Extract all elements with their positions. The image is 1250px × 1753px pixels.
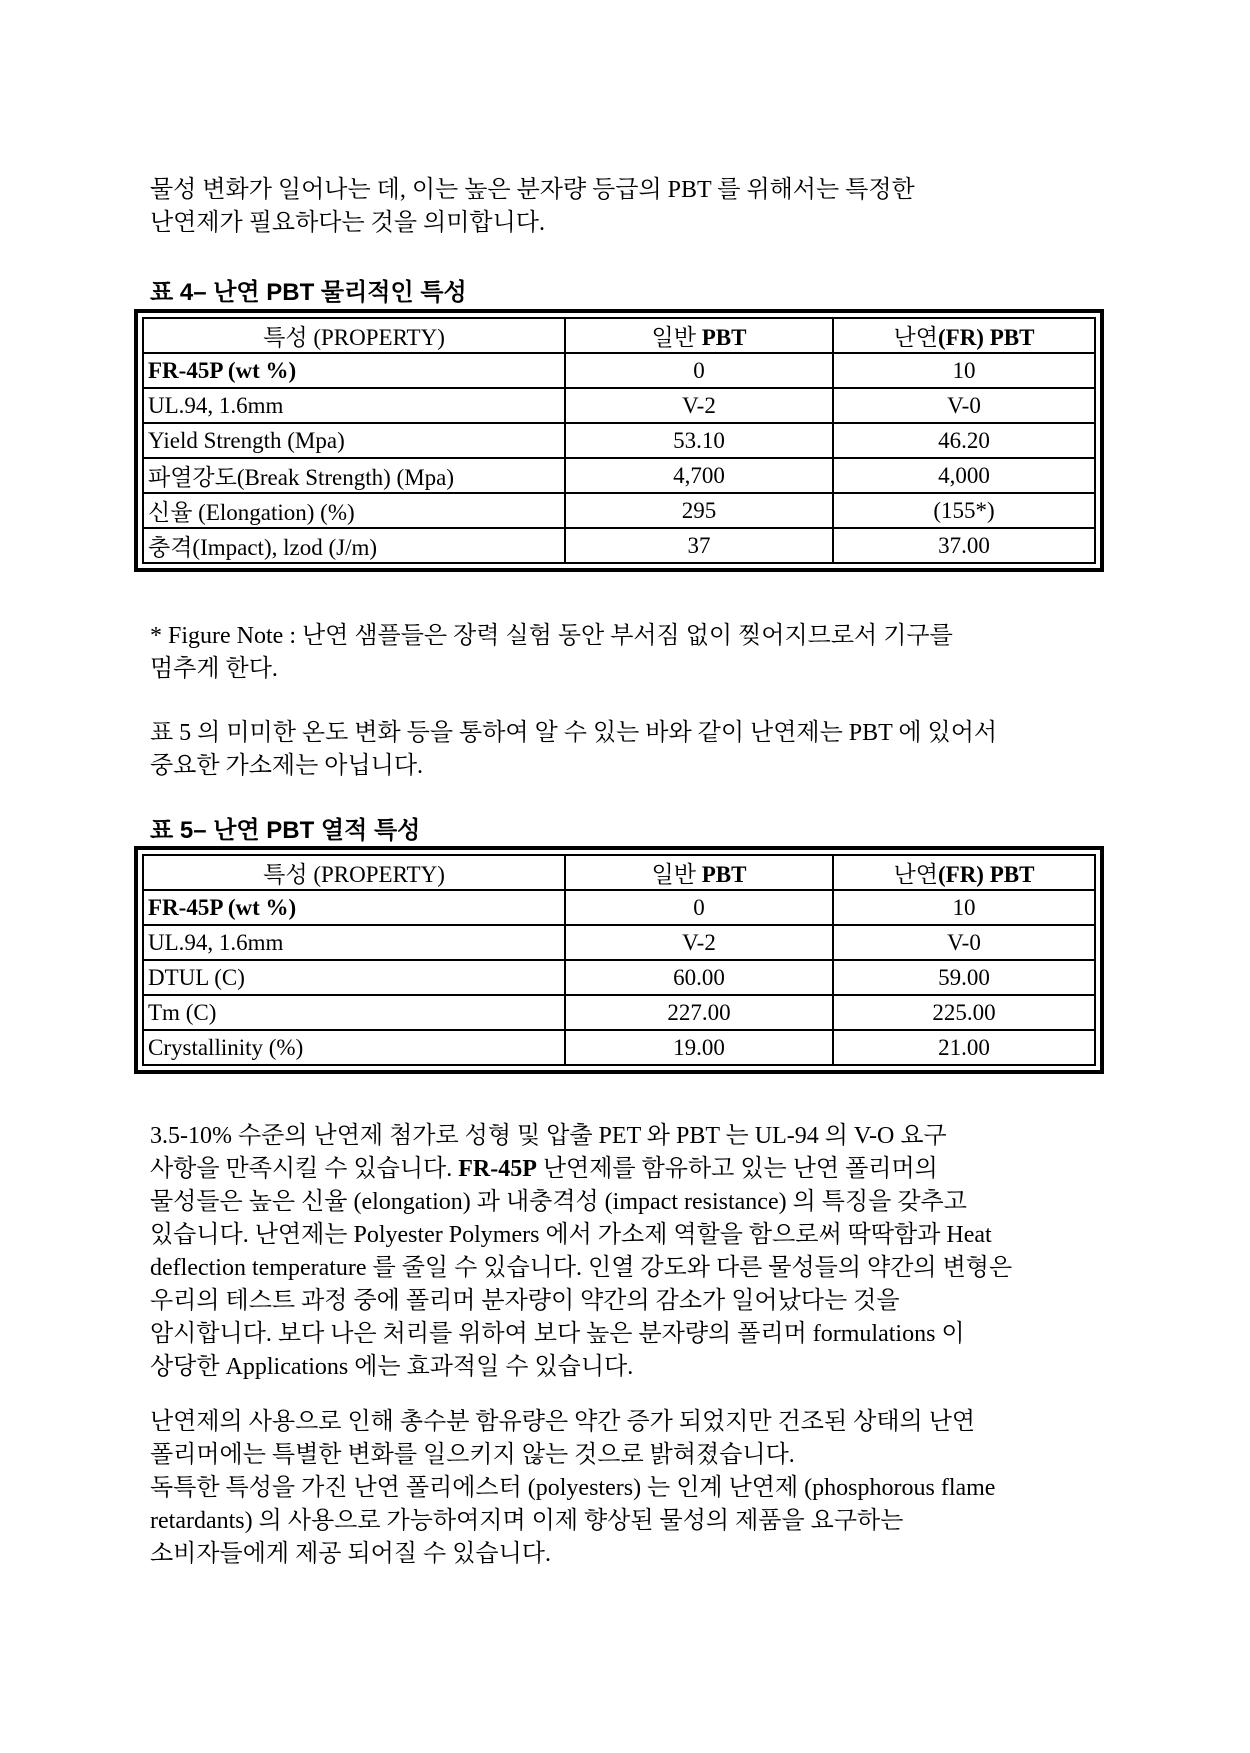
table-row [143,493,1095,528]
intro-line: 물성 변화가 일어나는 데, 이는 높은 분자량 등급의 PBT 를 위해서는 특정한 [150,177,915,203]
header-property-ko: 특성 [263,325,308,350]
header-property-ko: 특성 [263,862,308,887]
row-value-fr: 10 [833,890,1095,925]
row-value-fr: V-0 [833,388,1095,423]
table-row [143,458,1095,493]
table-row [143,1030,1095,1065]
paragraph-2 [150,717,1110,783]
row-value-general: 4,700 [565,458,833,493]
header-fr-en: (FR) PBT [937,325,1035,350]
note-line: * Figure Note : 난연 샘플들은 장력 실험 동안 부서짐 없이 찢어지므로서 기구를 [150,623,953,649]
row-label: UL.94, 1.6mm [143,388,565,423]
table-row [143,925,1095,960]
row-value-general: 295 [565,493,833,528]
row-label: UL.94, 1.6mm [143,925,565,960]
row-label: Crystallinity (%) [143,1030,565,1065]
row-value-fr: 21.00 [833,1030,1095,1065]
header-property [143,855,565,890]
row-value-general: 19.00 [565,1030,833,1065]
para-line: 있습니다. 난연제는 Polyester Polymers 에서 가소제 역할을 함으로써 딱딱함과 Heat [150,1222,992,1248]
table-row [143,423,1095,458]
para-line: 암시합니다. 보다 나은 처리를 위하여 보다 높은 분자량의 폴리머 formulations 이 [150,1321,965,1347]
header-property-en: (PROPERTY) [313,325,445,350]
table-header-row [143,318,1095,353]
header-property-en: (PROPERTY) [313,862,445,887]
row-value-fr: (155*) [833,493,1095,528]
table5 [134,846,1104,1074]
header-property [143,318,565,353]
header-fr-en: (FR) PBT [937,862,1035,887]
table-header-row [143,855,1095,890]
para-line [150,1153,1110,1186]
product-name: FR-45P [458,1156,537,1182]
note-line: 멈추게 한다. [150,656,278,682]
table-row [143,528,1095,563]
header-fr [833,318,1095,353]
row-value-fr: V-0 [833,925,1095,960]
header-general-ko: 일반 [651,862,696,887]
paragraph-4 [150,1406,1110,1571]
row-label: FR-45P (wt %) [143,353,565,388]
row-label: Yield Strength (Mpa) [143,423,565,458]
table-row [143,960,1095,995]
row-label: Tm (C) [143,995,565,1030]
table-row [143,388,1095,423]
para-line: retardants) 의 사용으로 가능하여지며 이제 향상된 물성의 제품을 요구하는 [150,1508,904,1534]
header-fr-ko: 난연 [893,325,938,350]
table5-caption: 표 5– 난연 PBT 열적 특성 [150,817,421,844]
intro-paragraph [150,174,1110,240]
para-text: 사항을 만족시킬 수 있습니다. [150,1156,459,1182]
row-value-general: 60.00 [565,960,833,995]
header-fr [833,855,1095,890]
row-value-fr: 10 [833,353,1095,388]
paragraph-3 [150,1120,1110,1384]
para-text: 난연제를 함유하고 있는 난연 폴리머의 [536,1156,938,1182]
para-line: 3.5-10% 수준의 난연제 첨가로 성형 및 압출 PET 와 PBT 는 UL-94 의 V-O 요구 [150,1123,947,1149]
row-value-general: 227.00 [565,995,833,1030]
header-general-en: PBT [701,325,747,350]
row-value-general: 0 [565,353,833,388]
row-value-general: V-2 [565,388,833,423]
header-general-ko: 일반 [651,325,696,350]
para-line: 표 5 의 미미한 온도 변화 등을 통하여 알 수 있는 바와 같이 난연제는 PBT 에 있어서 [150,720,998,746]
row-label: FR-45P (wt %) [143,890,565,925]
row-value-fr: 59.00 [833,960,1095,995]
para-line: 중요한 가소제는 아닙니다. [150,753,424,779]
header-general [565,318,833,353]
header-fr-ko: 난연 [893,862,938,887]
row-value-general: 37 [565,528,833,563]
header-general-en: PBT [701,862,747,887]
para-line: deflection temperature 를 줄일 수 있습니다. 인열 강도와 다른 물성들의 약간의 변형은 [150,1255,1013,1281]
figure-note [150,620,1110,686]
table-row [143,890,1095,925]
para-line: 난연제의 사용으로 인해 총수분 함유량은 약간 증가 되었지만 건조된 상태의 난연 [150,1409,976,1435]
row-label: 충격(Impact), lzod (J/m) [143,528,565,563]
table-row [143,353,1095,388]
row-label: 신율 (Elongation) (%) [143,493,565,528]
row-value-fr: 37.00 [833,528,1095,563]
para-line: 우리의 테스트 과정 중에 폴리머 분자량이 약간의 감소가 일어났다는 것을 [150,1288,900,1314]
para-line: 독특한 특성을 가진 난연 폴리에스터 (polyesters) 는 인계 난연제 (phosphorous flame [150,1475,996,1501]
row-value-general: V-2 [565,925,833,960]
row-value-fr: 225.00 [833,995,1095,1030]
table-row [143,995,1095,1030]
row-label: 파열강도(Break Strength) (Mpa) [143,458,565,493]
row-value-fr: 4,000 [833,458,1095,493]
row-label: DTUL (C) [143,960,565,995]
para-line: 상당한 Applications 에는 효과적일 수 있습니다. [150,1354,634,1380]
row-value-fr: 46.20 [833,423,1095,458]
table4 [134,309,1104,572]
para-line: 소비자들에게 제공 되어질 수 있습니다. [150,1541,551,1567]
para-line: 폴리머에는 특별한 변화를 일으키지 않는 것으로 밝혀졌습니다. [150,1442,795,1468]
table4-caption: 표 4– 난연 PBT 물리적인 특성 [150,279,467,306]
intro-line: 난연제가 필요하다는 것을 의미합니다. [150,210,545,236]
row-value-general: 0 [565,890,833,925]
header-general [565,855,833,890]
row-value-general: 53.10 [565,423,833,458]
para-line: 물성들은 높은 신율 (elongation) 과 내충격성 (impact resistance) 의 특징을 갖추고 [150,1189,967,1215]
